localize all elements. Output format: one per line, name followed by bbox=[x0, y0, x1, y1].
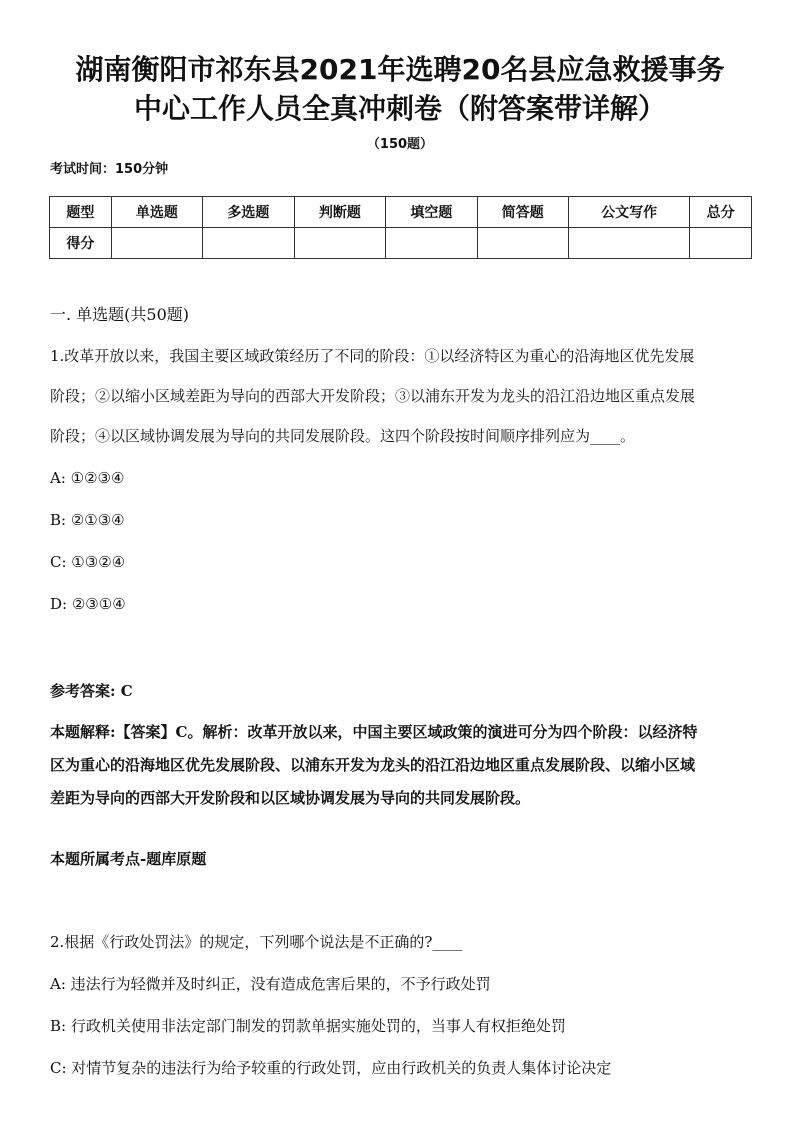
stem-line: 阶段；④以区域协调发展为导向的共同发展阶段。这四个阶段按时间顺序排列应为____。 bbox=[50, 427, 636, 445]
q2-option-a: A: 违法行为轻微并及时纠正，没有造成危害后果的，不予行政处罚 bbox=[50, 975, 491, 993]
q1-option-c: C: ①③②④ bbox=[50, 553, 126, 571]
score-header-cell: 判断题 bbox=[294, 197, 385, 228]
score-table bbox=[49, 196, 752, 259]
q2-option-c: C: 对情节复杂的违法行为给予较重的行政处罚，应由行政机关的负责人集体讨论决定 bbox=[50, 1059, 612, 1077]
doc-title-line1: 湖南衡阳市祁东县2021年选聘20名县应急救援事务 bbox=[75, 53, 725, 86]
q1-option-d: D: ②③①④ bbox=[50, 595, 126, 613]
score-table-score-row bbox=[50, 228, 752, 259]
score-cell bbox=[203, 228, 294, 259]
score-cell bbox=[477, 228, 568, 259]
score-cell bbox=[690, 228, 752, 259]
score-cell bbox=[111, 228, 202, 259]
explanation-line: 本题解释:【答案】C。解析：改革开放以来，中国主要区域政策的演进可分为四个阶段：以经济特 bbox=[50, 723, 698, 741]
q2-option-b: B: 行政机关使用非法定部门制发的罚款单据实施处罚的，当事人有权拒绝处罚 bbox=[50, 1017, 566, 1035]
q1-option-a: A: ①②③④ bbox=[50, 469, 125, 487]
doc-title-line2: 中心工作人员全真冲刺卷（附答案带详解） bbox=[133, 92, 666, 125]
score-cell bbox=[386, 228, 477, 259]
question-1-stem bbox=[50, 336, 760, 456]
score-header-cell: 多选题 bbox=[203, 197, 294, 228]
q1-topic: 本题所属考点-题库原题 bbox=[50, 850, 207, 868]
score-header-cell: 简答题 bbox=[477, 197, 568, 228]
exam-time: 考试时间：150分钟 bbox=[50, 162, 169, 177]
stem-line: 阶段；②以缩小区域差距为导向的西部大开发阶段；③以浦东开发为龙头的沿江沿边地区重点发展 bbox=[50, 387, 696, 405]
score-header-cell: 总分 bbox=[690, 197, 752, 228]
q1-answer: 参考答案: C bbox=[50, 682, 133, 700]
q1-option-b: B: ②①③④ bbox=[50, 511, 125, 529]
score-table-header-row bbox=[50, 197, 752, 228]
score-cell bbox=[569, 228, 690, 259]
score-header-cell: 填空题 bbox=[386, 197, 477, 228]
question-count: （150题） bbox=[366, 137, 434, 152]
explanation-line: 差距为导向的西部大开发阶段和以区域协调发展为导向的共同发展阶段。 bbox=[50, 789, 531, 807]
section-title: 一. 单选题(共50题) bbox=[50, 305, 190, 324]
explanation-line: 区为重心的沿海地区优先发展阶段、以浦东开发为龙头的沿江沿边地区重点发展阶段、以缩小区域 bbox=[50, 756, 696, 774]
stem-line: 1.改革开放以来，我国主要区域政策经历了不同的阶段：①以经济特区为重心的沿海地区优先发展 bbox=[50, 347, 695, 365]
score-header-cell: 题型 bbox=[50, 197, 112, 228]
score-cell bbox=[294, 228, 385, 259]
score-header-cell: 公文写作 bbox=[569, 197, 690, 228]
score-header-cell: 单选题 bbox=[111, 197, 202, 228]
score-row-label: 得分 bbox=[50, 228, 112, 259]
question-2-stem: 2.根据《行政处罚法》的规定，下列哪个说法是不正确的?____ bbox=[50, 933, 463, 951]
q1-explanation bbox=[50, 716, 760, 815]
